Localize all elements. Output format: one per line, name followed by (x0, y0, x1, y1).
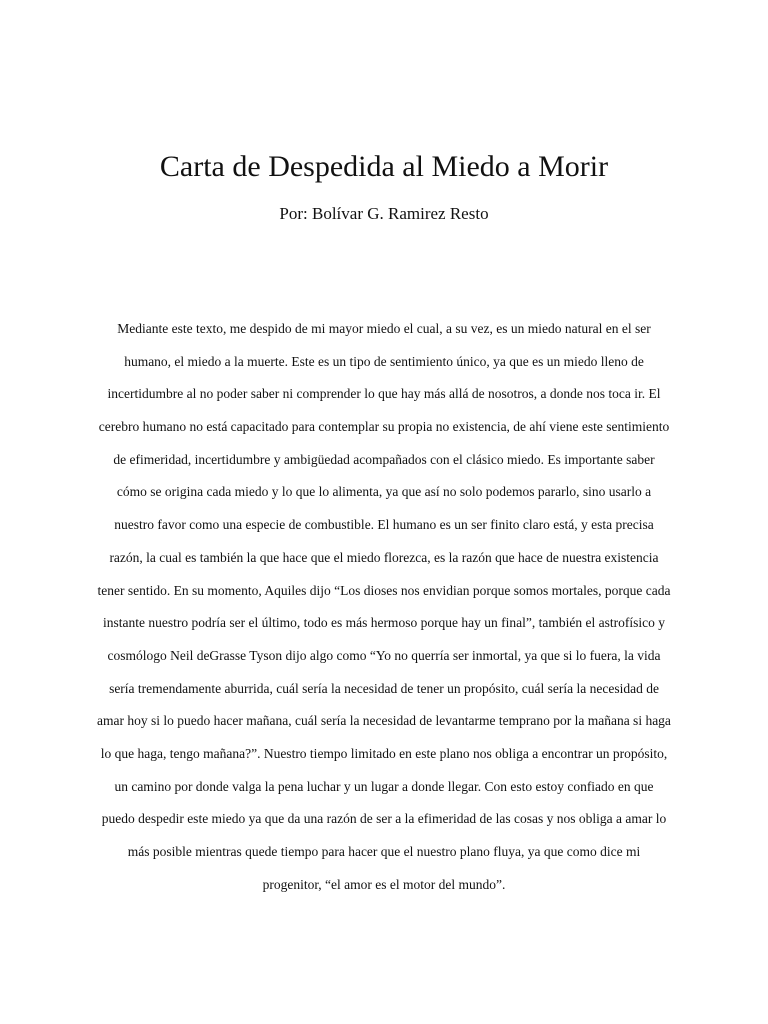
paragraph-line: cómo se origina cada miedo y lo que lo alimenta, ya que así no solo podemos pararlo, sino usarlo a (116, 484, 652, 500)
paragraph-line: nuestro favor como una especie de combustible. El humano es un ser finito claro está, y esta precisa (114, 517, 654, 533)
paragraph-line: cosmólogo Neil deGrasse Tyson dijo algo como “Yo no querría ser inmortal, ya que si lo fuera, la vida (107, 647, 661, 663)
paragraph-line: tener sentido. En su momento, Aquiles dijo “Los dioses nos envidian porque somos mortales, porque cada (97, 582, 671, 598)
paragraph-line: incertidumbre al no poder saber ni comprender lo que hay más allá de nosotros, a donde nos toca ir. El (107, 386, 661, 402)
paragraph-line: de efimeridad, incertidumbre y ambigüedad acompañados con el clásico miedo. Es importante saber (113, 451, 655, 467)
paragraph-line: amar hoy si lo puedo hacer mañana, cuál sería la necesidad de levantarme temprano por la mañana si haga (97, 713, 671, 729)
paragraph-line: sería tremendamente aburrida, cuál sería la necesidad de tener un propósito, cuál sería la necesidad de (109, 680, 659, 696)
paragraph-line: Mediante este texto, me despido de mi mayor miedo el cual, a su vez, es un miedo natural en el ser (117, 321, 651, 336)
paragraph-line: un camino por donde valga la pena luchar y un lugar a donde llegar. Con esto estoy confiado en que (114, 778, 654, 794)
author-byline: Por: Bolívar G. Ramirez Resto (279, 204, 489, 223)
body-paragraph (60, 313, 708, 901)
paragraph-line: razón, la cual es también la que hace que el miedo florezca, es la razón que hace de nuestra existencia (109, 549, 659, 565)
paragraph-line: lo que haga, tengo mañana?”. Nuestro tiempo limitado en este plano nos obliga a encontrar un propósito, (100, 745, 668, 761)
paragraph-line: más posible mientras quede tiempo para hacer que el nuestro plano fluya, ya que como dice mi (127, 844, 641, 859)
paragraph-line: humano, el miedo a la muerte. Este es un tipo de sentimiento único, ya que es un miedo lleno de (124, 353, 644, 369)
paragraph-line: cerebro humano no está capacitado para contemplar su propia no existencia, de ahí viene este sentimiento (98, 419, 670, 435)
paragraph-line: progenitor, “el amor es el motor del mundo”. (262, 876, 506, 892)
document-title: Carta de Despedida al Miedo a Morir (159, 150, 609, 183)
paragraph-line: puedo despedir este miedo ya que da una razón de ser a la efimeridad de las cosas y nos obliga a amar lo (101, 811, 667, 827)
paragraph-line: instante nuestro podría ser el último, todo es más hermoso porque hay un final”, también el astrofísico y (103, 615, 665, 631)
